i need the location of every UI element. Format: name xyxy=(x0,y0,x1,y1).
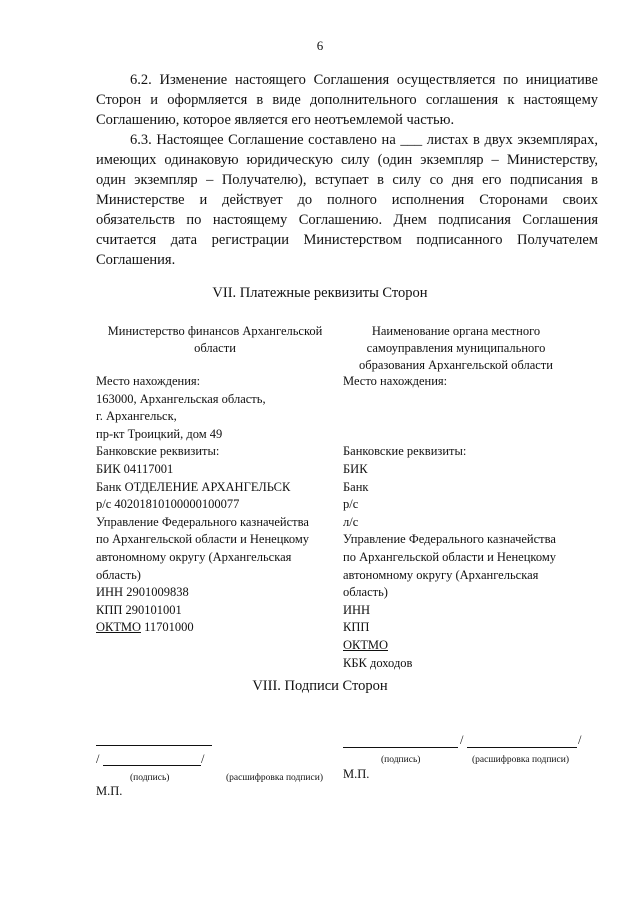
left-bik: БИК 04117001 xyxy=(96,461,174,476)
right-location-label: Место нахождения: xyxy=(343,374,448,388)
right-party-details xyxy=(343,373,556,672)
left-treasury-line: автономному округу (Архангельская xyxy=(96,549,292,564)
left-oktmo-value: 11701000 xyxy=(140,620,194,635)
right-personal-account: л/с xyxy=(343,514,359,529)
right-stamp: М.П. xyxy=(343,767,370,781)
right-sign-line xyxy=(343,747,458,748)
left-treasury-line: область) xyxy=(96,567,141,582)
left-oktmo xyxy=(96,619,309,637)
paragraph-6-3: 6.3. Настоящее Соглашение составлено на ___ листах в двух экземплярах, имеющих одинаковую юридическую силу (один экземпляр – Министерству, один экземпляр – Получателю), вступает в силу со дня его подписания в Министерстве и действует до полного исполнения Сторонами своих обязательств по настоящему Соглашению. Днем подписания Соглашения считается дата регистрации Министерством подписанного Получателем Соглашения. xyxy=(96,132,598,268)
left-location-label: Место нахождения: xyxy=(96,374,201,388)
left-sign-line xyxy=(96,745,212,746)
right-decode-line xyxy=(467,747,577,748)
left-address-line: пр-кт Троицкий, дом 49 xyxy=(96,426,223,441)
right-slash-end: / xyxy=(578,733,582,747)
right-bank-label: Банковские реквизиты: xyxy=(343,444,467,459)
right-party-heading: Наименование органа местного самоуправления муниципального образования Архангельской области xyxy=(359,324,553,372)
right-kbk: КБК доходов xyxy=(343,655,413,670)
left-decode-line xyxy=(103,765,201,766)
right-treasury-line: область) xyxy=(343,585,388,600)
left-party-heading: Министерство финансов Архангельской области xyxy=(107,324,323,355)
right-treasury-line: по Архангельской области и Ненецкому xyxy=(343,549,557,564)
right-oktmo-label: ОКТМО xyxy=(343,637,388,652)
left-address-line: 163000, Архангельская область, xyxy=(96,391,266,406)
right-bik: БИК xyxy=(343,461,368,476)
left-account: р/с 40201810100000100077 xyxy=(96,497,240,512)
right-account: р/с xyxy=(343,497,359,512)
left-bank-label: Банковские реквизиты: xyxy=(96,444,220,459)
left-treasury-line: по Архангельской области и Ненецкому xyxy=(96,532,310,547)
left-treasury-line: Управление Федерального казначейства xyxy=(96,514,309,529)
left-sign-caption: (подпись) xyxy=(130,773,170,783)
right-slash: / xyxy=(460,733,464,747)
left-bank: Банк ОТДЕЛЕНИЕ АРХАНГЕЛЬСК xyxy=(96,479,291,494)
right-bank: Банк xyxy=(343,479,369,494)
right-sign-caption: (подпись) xyxy=(381,755,421,765)
left-address-line: г. Архангельск, xyxy=(96,409,177,424)
right-treasury-line: Управление Федерального казначейства xyxy=(343,532,556,547)
right-decode-caption: (расшифровка подписи) xyxy=(472,755,569,765)
right-inn: ИНН xyxy=(343,602,371,617)
paragraph-6-2: 6.2. Изменение настоящего Соглашения осуществляется по инициативе Сторон и оформляется в виде дополнительного соглашения к настоящему Соглашению, которое является его неотъемлемой частью. xyxy=(96,72,598,128)
left-kpp: КПП 290101001 xyxy=(96,602,182,617)
left-stamp: М.П. xyxy=(96,784,123,798)
page-number: 6 xyxy=(316,38,324,53)
right-address-blank xyxy=(343,391,556,444)
left-slash: / xyxy=(96,752,100,766)
section-7-title: VII. Платежные реквизиты Сторон xyxy=(212,285,428,301)
left-slash-end: / xyxy=(201,752,205,766)
section-8-title: VIII. Подписи Сторон xyxy=(252,678,388,694)
left-decode-caption: (расшифровка подписи) xyxy=(226,773,323,783)
right-treasury-line: автономному округу (Архангельская xyxy=(343,567,539,582)
left-oktmo-label: ОКТМО xyxy=(96,620,141,635)
left-inn: ИНН 2901009838 xyxy=(96,585,189,600)
right-kpp: КПП xyxy=(343,620,370,635)
left-party-details xyxy=(96,373,309,637)
